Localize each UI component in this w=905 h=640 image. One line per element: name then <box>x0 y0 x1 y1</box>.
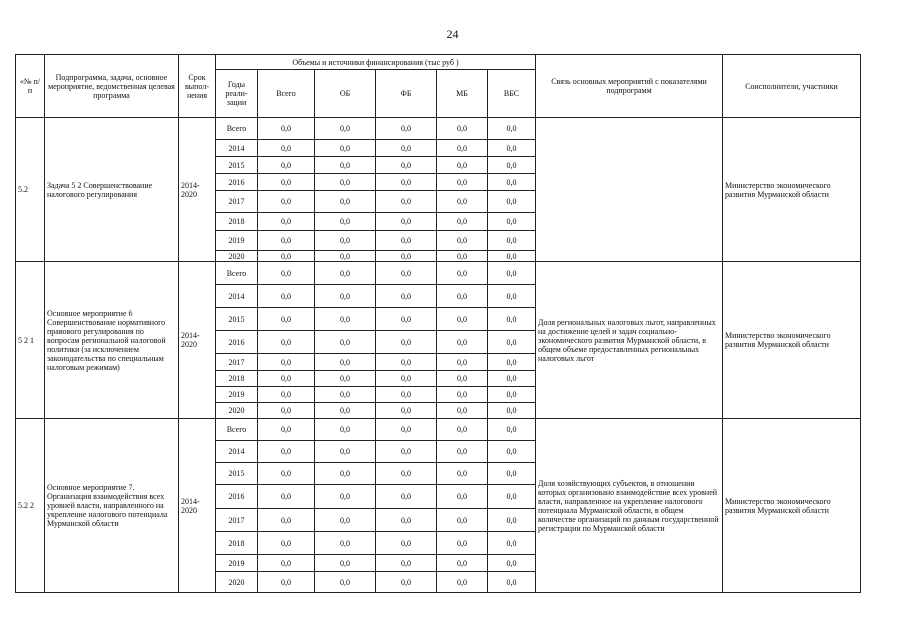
vbs-cell: 0,0 <box>488 371 536 387</box>
year-cell: 2015 <box>216 308 258 331</box>
total-cell: 0,0 <box>258 118 315 140</box>
header-ob: ОБ <box>315 70 376 118</box>
year-cell: 2014 <box>216 441 258 463</box>
fb-cell: 0,0 <box>376 191 437 213</box>
vbs-cell: 0,0 <box>488 572 536 593</box>
row-link-indicator: Доля региональных налоговых льгот, направленных на достижение целей и задач социально-экономического развития Мурманской области, в общем объеме предоставленных региональных налоговых льгот <box>536 262 723 419</box>
year-cell: 2018 <box>216 371 258 387</box>
mb-cell: 0,0 <box>437 174 488 191</box>
mb-cell: 0,0 <box>437 118 488 140</box>
ob-cell: 0,0 <box>315 251 376 262</box>
row-term: 2014-2020 <box>179 118 216 262</box>
fb-cell: 0,0 <box>376 463 437 485</box>
total-cell: 0,0 <box>258 157 315 174</box>
total-cell: 0,0 <box>258 213 315 231</box>
row-partners: Министерство экономического развития Мурманской области <box>723 118 861 262</box>
mb-cell: 0,0 <box>437 213 488 231</box>
fb-cell: 0,0 <box>376 371 437 387</box>
vbs-cell: 0,0 <box>488 403 536 419</box>
total-cell: 0,0 <box>258 441 315 463</box>
row-number: 5.2 <box>16 118 45 262</box>
row-term: 2014-2020 <box>179 419 216 593</box>
ob-cell: 0,0 <box>315 174 376 191</box>
fb-cell: 0,0 <box>376 555 437 572</box>
year-cell: 2015 <box>216 157 258 174</box>
year-cell: 2017 <box>216 354 258 371</box>
mb-cell: 0,0 <box>437 387 488 403</box>
vbs-cell: 0,0 <box>488 251 536 262</box>
header-link: Связь основных мероприятий с показателями подпрограмм <box>536 55 723 118</box>
total-cell: 0,0 <box>258 354 315 371</box>
vbs-cell: 0,0 <box>488 331 536 354</box>
header-term: Срок выпол-нения <box>179 55 216 118</box>
header-num: «№ п/п <box>16 55 45 118</box>
total-cell: 0,0 <box>258 419 315 441</box>
year-cell: 2017 <box>216 509 258 532</box>
ob-cell: 0,0 <box>315 387 376 403</box>
fb-cell: 0,0 <box>376 174 437 191</box>
year-cell: 2014 <box>216 285 258 308</box>
funding-table <box>15 54 861 593</box>
fb-cell: 0,0 <box>376 231 437 251</box>
total-cell: 0,0 <box>258 308 315 331</box>
total-cell: 0,0 <box>258 509 315 532</box>
ob-cell: 0,0 <box>315 532 376 555</box>
table-row <box>16 262 861 285</box>
total-cell: 0,0 <box>258 174 315 191</box>
year-cell: 2020 <box>216 251 258 262</box>
row-link-indicator: Доля хозяйствующих субъектов, в отношении которых организовано взаимодействие всех уровней власти, направленное на укрепление налогового потенциала Мурманской области, в общем количестве организаций по данным государственной регистрации по Мурманской области <box>536 419 723 593</box>
year-cell: 2016 <box>216 485 258 509</box>
total-cell: 0,0 <box>258 463 315 485</box>
table-body <box>16 118 861 593</box>
total-cell: 0,0 <box>258 572 315 593</box>
mb-cell: 0,0 <box>437 308 488 331</box>
ob-cell: 0,0 <box>315 572 376 593</box>
fb-cell: 0,0 <box>376 441 437 463</box>
mb-cell: 0,0 <box>437 509 488 532</box>
fb-cell: 0,0 <box>376 331 437 354</box>
mb-cell: 0,0 <box>437 419 488 441</box>
page-number: 24 <box>446 27 459 41</box>
mb-cell: 0,0 <box>437 251 488 262</box>
ob-cell: 0,0 <box>315 262 376 285</box>
vbs-cell: 0,0 <box>488 157 536 174</box>
header-total: Всего <box>258 70 315 118</box>
mb-cell: 0,0 <box>437 555 488 572</box>
year-cell: 2014 <box>216 140 258 157</box>
row-link-indicator <box>536 118 723 262</box>
total-cell: 0,0 <box>258 371 315 387</box>
mb-cell: 0,0 <box>437 532 488 555</box>
fb-cell: 0,0 <box>376 118 437 140</box>
mb-cell: 0,0 <box>437 572 488 593</box>
row-term: 2014-2020 <box>179 262 216 419</box>
vbs-cell: 0,0 <box>488 387 536 403</box>
vbs-cell: 0,0 <box>488 532 536 555</box>
total-cell: 0,0 <box>258 331 315 354</box>
ob-cell: 0,0 <box>315 403 376 419</box>
total-cell: 0,0 <box>258 191 315 213</box>
fb-cell: 0,0 <box>376 485 437 509</box>
vbs-cell: 0,0 <box>488 463 536 485</box>
total-cell: 0,0 <box>258 285 315 308</box>
fb-cell: 0,0 <box>376 354 437 371</box>
vbs-cell: 0,0 <box>488 140 536 157</box>
total-cell: 0,0 <box>258 555 315 572</box>
vbs-cell: 0,0 <box>488 191 536 213</box>
year-cell: Всего <box>216 262 258 285</box>
vbs-cell: 0,0 <box>488 285 536 308</box>
row-partners: Министерство экономического развития Мурманской области <box>723 419 861 593</box>
ob-cell: 0,0 <box>315 213 376 231</box>
total-cell: 0,0 <box>258 262 315 285</box>
total-cell: 0,0 <box>258 251 315 262</box>
header-years: Годы реали-зации <box>216 70 258 118</box>
fb-cell: 0,0 <box>376 285 437 308</box>
fb-cell: 0,0 <box>376 532 437 555</box>
row-name: Основное мероприятие 6 Совершенствование нормативного правового регулирования по вопросам региональной налоговой политики (за исключением законодательства по специальным налоговым режимам) <box>45 262 179 419</box>
year-cell: 2016 <box>216 331 258 354</box>
mb-cell: 0,0 <box>437 331 488 354</box>
mb-cell: 0,0 <box>437 262 488 285</box>
vbs-cell: 0,0 <box>488 555 536 572</box>
total-cell: 0,0 <box>258 485 315 509</box>
vbs-cell: 0,0 <box>488 419 536 441</box>
mb-cell: 0,0 <box>437 441 488 463</box>
header-mb: МБ <box>437 70 488 118</box>
table-row <box>16 118 861 140</box>
fb-cell: 0,0 <box>376 262 437 285</box>
year-cell: 2019 <box>216 555 258 572</box>
ob-cell: 0,0 <box>315 191 376 213</box>
fb-cell: 0,0 <box>376 251 437 262</box>
table-row <box>16 419 861 441</box>
header-fb: ФБ <box>376 70 437 118</box>
year-cell: 2019 <box>216 231 258 251</box>
year-cell: 2018 <box>216 213 258 231</box>
ob-cell: 0,0 <box>315 555 376 572</box>
ob-cell: 0,0 <box>315 331 376 354</box>
header-partners: Соисполнители, участники <box>723 55 861 118</box>
year-cell: 2019 <box>216 387 258 403</box>
fb-cell: 0,0 <box>376 387 437 403</box>
ob-cell: 0,0 <box>315 308 376 331</box>
year-cell: 2017 <box>216 191 258 213</box>
vbs-cell: 0,0 <box>488 485 536 509</box>
row-name: Задача 5 2 Совершенствование налогового регулирования <box>45 118 179 262</box>
total-cell: 0,0 <box>258 532 315 555</box>
mb-cell: 0,0 <box>437 140 488 157</box>
vbs-cell: 0,0 <box>488 509 536 532</box>
row-partners: Министерство экономического развития Мурманской области <box>723 262 861 419</box>
ob-cell: 0,0 <box>315 140 376 157</box>
total-cell: 0,0 <box>258 231 315 251</box>
total-cell: 0,0 <box>258 387 315 403</box>
vbs-cell: 0,0 <box>488 231 536 251</box>
year-cell: Всего <box>216 419 258 441</box>
ob-cell: 0,0 <box>315 354 376 371</box>
mb-cell: 0,0 <box>437 463 488 485</box>
year-cell: Всего <box>216 118 258 140</box>
vbs-cell: 0,0 <box>488 213 536 231</box>
year-cell: 2015 <box>216 463 258 485</box>
ob-cell: 0,0 <box>315 441 376 463</box>
fb-cell: 0,0 <box>376 213 437 231</box>
row-number: 5 2 1 <box>16 262 45 419</box>
ob-cell: 0,0 <box>315 419 376 441</box>
fb-cell: 0,0 <box>376 403 437 419</box>
fb-cell: 0,0 <box>376 572 437 593</box>
mb-cell: 0,0 <box>437 403 488 419</box>
vbs-cell: 0,0 <box>488 308 536 331</box>
fb-cell: 0,0 <box>376 419 437 441</box>
vbs-cell: 0,0 <box>488 441 536 463</box>
mb-cell: 0,0 <box>437 285 488 308</box>
ob-cell: 0,0 <box>315 285 376 308</box>
year-cell: 2020 <box>216 403 258 419</box>
mb-cell: 0,0 <box>437 231 488 251</box>
mb-cell: 0,0 <box>437 485 488 509</box>
year-cell: 2018 <box>216 532 258 555</box>
mb-cell: 0,0 <box>437 354 488 371</box>
vbs-cell: 0,0 <box>488 118 536 140</box>
total-cell: 0,0 <box>258 403 315 419</box>
total-cell: 0,0 <box>258 140 315 157</box>
row-number: 5.2 2 <box>16 419 45 593</box>
row-name: Основное мероприятие 7. Организация взаимодействия всех уровней власти, направленного на укрепление налогового потенциала Мурманской области <box>45 419 179 593</box>
vbs-cell: 0,0 <box>488 174 536 191</box>
ob-cell: 0,0 <box>315 118 376 140</box>
mb-cell: 0,0 <box>437 191 488 213</box>
ob-cell: 0,0 <box>315 371 376 387</box>
fb-cell: 0,0 <box>376 140 437 157</box>
ob-cell: 0,0 <box>315 463 376 485</box>
ob-cell: 0,0 <box>315 509 376 532</box>
header-vbs: ВБС <box>488 70 536 118</box>
year-cell: 2020 <box>216 572 258 593</box>
fb-cell: 0,0 <box>376 509 437 532</box>
ob-cell: 0,0 <box>315 485 376 509</box>
vbs-cell: 0,0 <box>488 262 536 285</box>
mb-cell: 0,0 <box>437 371 488 387</box>
year-cell: 2016 <box>216 174 258 191</box>
vbs-cell: 0,0 <box>488 354 536 371</box>
header-funding-group: Объемы и источники финансирования (тыс руб ) <box>216 55 536 70</box>
header-name: Подпрограмма, задача, основное мероприятие, ведомственная целевая программа <box>45 55 179 118</box>
ob-cell: 0,0 <box>315 231 376 251</box>
ob-cell: 0,0 <box>315 157 376 174</box>
mb-cell: 0,0 <box>437 157 488 174</box>
fb-cell: 0,0 <box>376 308 437 331</box>
fb-cell: 0,0 <box>376 157 437 174</box>
